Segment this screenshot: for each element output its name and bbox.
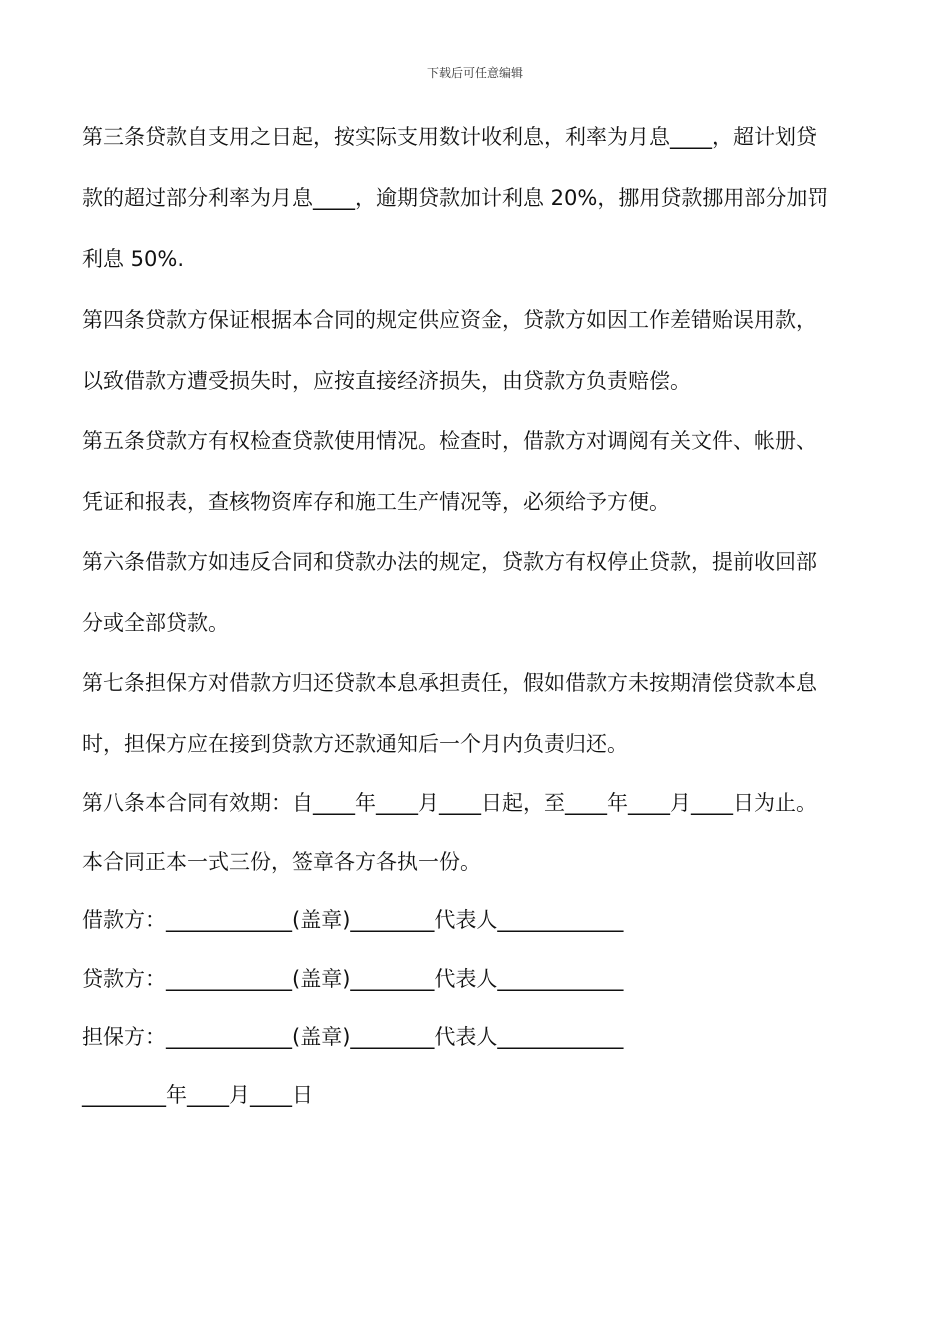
clause-4-line-1: 第四条贷款方保证根据本合同的规定供应资金，贷款方如因工作差错贻误用款，	[82, 308, 817, 332]
clause-8	[82, 773, 872, 834]
clause-6-line-1: 第六条借款方如违反合同和贷款办法的规定，贷款方有权停止贷款，提前收回部	[82, 550, 817, 574]
page-header: 下载后可任意编辑	[426, 66, 523, 80]
borrower-signature-text: 借款方：____________(盖章)________代表人____________	[82, 908, 624, 932]
clause-5	[82, 411, 872, 533]
clause-7-line-2: 时，担保方应在接到贷款方还款通知后一个月内负责归还。	[82, 732, 628, 756]
clause-3-line-2: 款的超过部分利率为月息____，逾期贷款加计利息 20%，挪用贷款挪用部分加罚	[82, 186, 829, 210]
clause-6	[82, 532, 872, 654]
clause-4	[82, 290, 872, 412]
clause-6-line-2: 分或全部贷款。	[82, 611, 229, 635]
clause-5-line-1: 第五条贷款方有权检查贷款使用情况。检查时，借款方对调阅有关文件、帐册、	[82, 429, 817, 453]
clause-5-line-2: 凭证和报表，查核物资库存和施工生产情况等，必须给予方便。	[82, 490, 670, 514]
guarantor-signature-text: 担保方：____________(盖章)________代表人____________	[82, 1025, 624, 1049]
clause-3-line-1: 第三条贷款自支用之日起，按实际支用数计收利息，利率为月息____，超计划贷	[82, 125, 817, 149]
clause-4-line-2: 以致借款方遭受损失时，应按直接经济损失，由贷款方负责赔偿。	[82, 369, 691, 393]
clause-7-line-1: 第七条担保方对借款方归还贷款本息承担责任，假如借款方未按期清偿贷款本息	[82, 671, 817, 695]
copies-statement	[82, 832, 872, 893]
copies-statement-line: 本合同正本一式三份，签章各方各执一份。	[82, 850, 481, 874]
clause-3	[82, 107, 872, 290]
clause-3-line-3: 利息 50%.	[82, 247, 185, 271]
lender-signature-line	[82, 949, 872, 1010]
lender-signature-text: 贷款方：____________(盖章)________代表人____________	[82, 967, 624, 991]
date-line-text: ________年____月____日	[82, 1083, 313, 1107]
guarantor-signature-line	[82, 1007, 872, 1068]
clause-7	[82, 653, 872, 775]
clause-8-line-1: 第八条本合同有效期：自____年____月____日起，至____年____月____日为止。	[82, 791, 817, 815]
date-line	[82, 1065, 872, 1126]
borrower-signature-line	[82, 890, 872, 951]
